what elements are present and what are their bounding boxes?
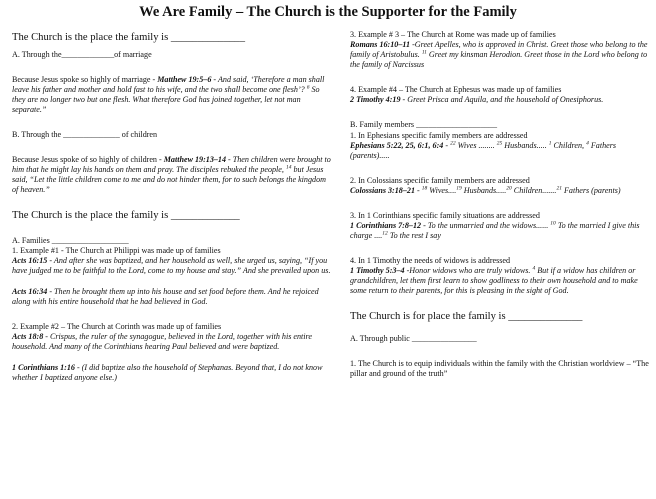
verse-number: 4	[586, 140, 589, 147]
scripture-ref: Acts 16:15	[12, 256, 48, 265]
scripture-text: -Greet Apelles, who is approved in Christ. Greet those who belong to the family of Aristobulus.	[350, 40, 648, 59]
scripture-text: Fathers (parents).....	[350, 141, 617, 160]
marriage-intro: Because Jesus spoke so highly of marriage -	[12, 75, 158, 84]
scripture-text: Greet my kinsman Herodion. Greet those in the Lord who belong to the family of Narcissus	[350, 50, 648, 69]
scripture-text: To the married I give this charge ....	[350, 221, 640, 240]
scripture-text: But if a widow has children or grandchildren, let them first learn to show godliness to their own household and to make some return to their parents, for this is pleasing in the sight of God.	[350, 266, 638, 295]
marriage-paragraph	[12, 75, 332, 115]
scripture-ref: 2 Timothy 4:19	[350, 95, 401, 104]
heading-place-family-2: The Church is the place the family is _____________	[12, 210, 240, 221]
members-ephesians-heading: 1. In Ephesians specific family members are addressed	[350, 131, 528, 140]
verse-number: 20	[506, 185, 512, 192]
example-1b-paragraph	[12, 287, 332, 307]
members-timothy-paragraph	[350, 266, 650, 296]
scripture-text: -Honor widows who are truly widows.	[404, 266, 533, 275]
heading-place-family: The Church is the place the family is ______________	[12, 32, 246, 43]
verse-number: 6	[306, 84, 310, 91]
children-intro: Because Jesus spoke of so highly of children -	[12, 155, 164, 164]
separator: -	[443, 141, 451, 150]
page-title: We Are Family – The Church is the Supporter for the Family	[139, 4, 517, 20]
scripture-ref: Matthew 19:5–6	[157, 75, 212, 84]
example-2b-paragraph	[12, 363, 332, 383]
through-marriage: A. Through the_____________of marriage	[12, 50, 152, 59]
children-paragraph	[12, 155, 332, 195]
scripture-text: - And after she was baptized, and her household as well, she urged us, saying, “If you have judged me to be faithful to the Lord, come to my house and stay.” And she prevailed upon us.	[12, 256, 331, 275]
scripture-text: - And said, ‘Therefore a man shall leave his father and mother and hold fast to his wife, and the two shall become one flesh’?	[12, 75, 325, 94]
scripture-text: - Crispus, the ruler of the synagogue, believed in the Lord, together with his entire household. And many of the Corinthians hearing Paul believed and were baptized.	[12, 332, 312, 351]
scripture-ref: Romans 16:10–11	[350, 40, 411, 49]
equip-individuals: 1. The Church is to equip individuals within the family with the Christian worldview – “The pillar and ground of the truth”	[350, 359, 649, 378]
example-2-heading: 2. Example #2 – The Church at Corinth was made up of families	[12, 322, 222, 331]
verse-number: 21	[556, 185, 562, 192]
verse-number: 4	[532, 265, 536, 272]
example-4-paragraph	[350, 95, 650, 105]
members-corinthians-paragraph	[350, 221, 650, 241]
example-1-heading: 1. Example #1 - The Church at Philippi was made up of families	[12, 246, 221, 255]
family-members-heading: B. Family members ____________________	[350, 120, 498, 129]
scripture-ref: 1 Corinthians 1:16	[12, 363, 75, 372]
members-ephesians-paragraph	[350, 141, 650, 161]
separator: -	[415, 186, 422, 195]
scripture-text: So they are no longer two but one flesh. What therefore God has joined together, let not man separate.”	[12, 85, 320, 114]
verse-number: 1	[548, 140, 552, 147]
verse-number: 22	[450, 140, 456, 147]
verse-number: 10	[550, 220, 556, 227]
scripture-text: Fathers (parents)	[561, 186, 621, 195]
example-3-heading: 3. Example # 3 – The Church at Rome was made up of families	[350, 30, 556, 39]
members-corinthians-heading: 3. In 1 Corinthians specific family situations are addressed	[350, 211, 540, 220]
scripture-text: - Then he brought them up into his house and set food before them. And he rejoiced along with his entire household that he had believed in God.	[12, 287, 319, 306]
scripture-text: To the rest I say	[387, 231, 441, 240]
scripture-text: - Greet Prisca and Aquila, and the household of Onesiphorus.	[400, 95, 604, 104]
example-2-paragraph	[12, 332, 332, 352]
example-3-paragraph	[350, 40, 650, 70]
scripture-text: - (I did baptize also the household of Stephanas. Beyond that, I do not know whether I baptized anyone else.)	[12, 363, 323, 382]
verse-number: 25	[496, 140, 503, 147]
example-1-paragraph	[12, 256, 332, 276]
scripture-text: Wives....	[427, 186, 457, 195]
scripture-text: - Then children were brought to him that he might lay his hands on them and pray. The disciples rebuked the people,	[12, 155, 331, 174]
scripture-ref: Colossians 3:18–21	[350, 186, 415, 195]
scripture-ref: Acts 18:8	[12, 332, 44, 341]
scripture-ref: Acts 16:34	[12, 287, 48, 296]
scripture-ref: Matthew 19:13–14	[163, 155, 227, 164]
scripture-text: Wives ........	[455, 141, 497, 150]
right-column	[350, 30, 650, 388]
scripture-text: Children.......	[511, 186, 557, 195]
verse-number: 11	[421, 49, 427, 56]
left-column	[12, 32, 332, 392]
through-children: B. Through the ______________ of children	[12, 130, 158, 139]
verse-number: 14	[285, 164, 292, 171]
scripture-text: - To the unmarried and the widows......	[421, 221, 551, 230]
scripture-text: Husbands.....	[502, 141, 549, 150]
verse-number: 19	[456, 185, 462, 192]
members-colossians-heading: 2. In Colossians specific family members are addressed	[350, 176, 530, 185]
scripture-text: Husbands.....	[461, 186, 507, 195]
heading-for-place-family: The Church is for place the family is ______________	[350, 311, 583, 322]
members-timothy-heading: 4. In 1 Timothy the needs of widows is addressed	[350, 256, 511, 265]
through-public: A. Through public ________________	[350, 334, 477, 343]
scripture-ref: Ephesians 5:22, 25, 6:1, 6:4	[350, 141, 444, 150]
families-line: A. Families ___________________	[12, 236, 129, 245]
verse-number: 18	[421, 185, 428, 192]
scripture-text: Children,	[551, 141, 587, 150]
scripture-text: but Jesus said, “Let the little children come to me and do not hinder them, for to such belongs the kingdom of heaven.”	[12, 165, 326, 194]
members-colossians-paragraph	[350, 186, 650, 196]
scripture-ref: 1 Timothy 5:3–4	[350, 266, 405, 275]
verse-number: 12	[382, 230, 388, 237]
example-4-heading: 4. Example #4 – The Church at Ephesus was made up of families	[350, 85, 562, 94]
scripture-ref: 1 Corinthians 7:8–12	[350, 221, 422, 230]
